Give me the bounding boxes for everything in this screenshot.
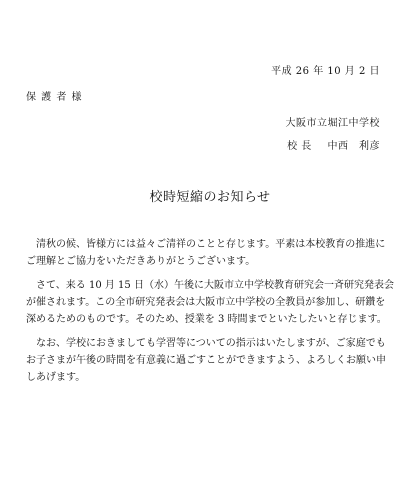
letter-body	[26, 236, 394, 386]
paragraph-request	[26, 335, 386, 386]
letter-date: 平成 26 年 10 月 2 日	[271, 66, 380, 77]
body-line: が催されます。この全市研究発表会は大阪市立中学校の全教員が参加し、研鑽を	[26, 297, 386, 308]
notice-title: 校時短縮のお知らせ	[149, 190, 271, 205]
paragraph-greeting	[26, 236, 386, 270]
principal-signature	[287, 137, 380, 152]
body-line: なお、学校におきましても学習等についての指示はいたしますが、ご家庭でも	[26, 338, 386, 349]
body-line: お子さまが午後の時間を有意義に過ごすことができますよう、よろしくお願い申	[26, 355, 386, 366]
school-name: 大阪市立堀江中学校	[285, 118, 380, 129]
body-line: しあげます。	[26, 372, 86, 383]
body-line: ご理解とご協力をいただきありがとうございます。	[26, 256, 256, 267]
principal-role: 校 長	[287, 141, 312, 152]
body-line: 深めるためのものです。そのため、授業を 3 時間までといたしたいと存じます。	[26, 314, 387, 325]
body-line: 清秋の候、皆様方には益々ご清祥のことと存じます。平素は本校教育の推進に	[26, 239, 386, 250]
body-line: さて、来る 10 月 15 日（水）午後に大阪市立中学校教育研究会一斉研究発表会	[26, 280, 394, 291]
paragraph-announcement	[26, 277, 394, 328]
principal-name: 中西 利彦	[327, 141, 380, 152]
addressee: 保 護 者 様	[26, 92, 83, 103]
